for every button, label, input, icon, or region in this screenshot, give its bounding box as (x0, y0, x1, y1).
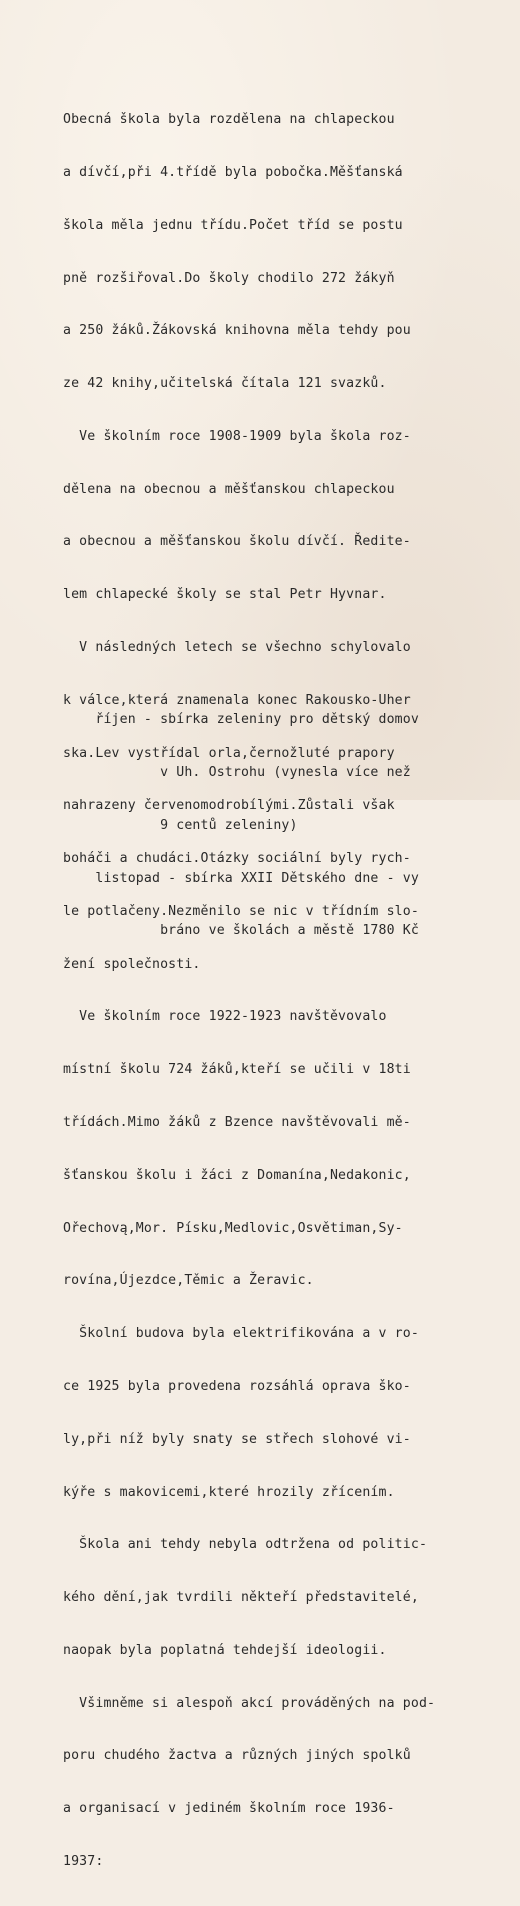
donation-list (63, 676, 513, 975)
text-line: ly,při níž byly snaty se střech slohové vi- (63, 1431, 411, 1447)
list-line: bráno ve školách a městě 1780 Kč (63, 923, 419, 939)
text-line: šťanskou školu i žáci z Domanína,Nedakonic, (63, 1167, 411, 1183)
text-line: poru chudého žactva a různých jiných spolků (63, 1748, 411, 1764)
list-line: v Uh. Ostrohu (vynesla více než (63, 764, 411, 780)
text-line: Obecná škola byla rozdělena na chlapeckou (63, 112, 395, 128)
text-line: pně rozšiřoval.Do školy chodilo 272 žákyň (63, 270, 395, 286)
text-line: naopak byla poplatná tehdejší ideologii. (63, 1642, 387, 1658)
list-line: 9 centů zeleniny) (63, 817, 298, 833)
text-line: Ve školním roce 1908-1909 byla škola roz- (63, 428, 411, 444)
text-line: kého dění,jak tvrdili někteří představitelé, (63, 1590, 419, 1606)
text-line: nahrazeny červenomodrobílými.Zůstali však (63, 798, 395, 814)
text-line: ska.Lev vystřídal orla,černožluté prapory (63, 745, 395, 761)
text-line: žení společnosti. (63, 956, 201, 972)
text-line: 1937: (63, 1853, 104, 1869)
text-line: V následných letech se všechno schylovalo (63, 640, 411, 655)
text-line: třídách.Mimo žáků z Bzence navštěvovali mě- (63, 1115, 411, 1131)
text-line: kýře s makovicemi,které hrozily zřícením. (63, 1484, 395, 1500)
text-line: boháči a chudáci.Otázky sociální byly rych- (63, 851, 411, 867)
body-text (63, 76, 513, 1906)
text-line: Všimněme si alespoň akcí prováděných na pod- (63, 1695, 436, 1711)
text-line: Ve školním roce 1922-1923 navštěvovalo (63, 1009, 387, 1025)
text-line: místní školu 724 žáků,kteří se učili v 18ti (63, 1062, 411, 1078)
text-line: a obecnou a měšťanskou školu dívčí. Ředite- (63, 534, 411, 550)
text-line: a dívčí,při 4.třídě byla pobočka.Měšťanská (63, 164, 403, 180)
text-line: lem chlapecké školy se stal Petr Hyvnar. (63, 587, 387, 603)
text-line: ce 1925 byla provedena rozsáhlá oprava ško- (63, 1378, 411, 1394)
text-line: le potlačeny.Nezměnilo se nic v třídním slo- (63, 903, 419, 919)
text-line: Ořechovą,Mor. Písku,Medlovic,Osvětiman,Sy- (63, 1220, 403, 1236)
list-line: listopad - sbírka XXII Dětského dne - vy (63, 870, 419, 886)
text-line: Škola ani tehdy nebyla odtržena od politic- (63, 1537, 428, 1553)
list-line: říjen - sbírka zeleniny pro dětský domov (63, 712, 419, 728)
text-line: dělena na obecnou a měšťanskou chlapeckou (63, 481, 395, 497)
text-line: ze 42 knihy,učitelská čítala 121 svazků. (63, 376, 387, 392)
text-line: rovína,Újezdce,Těmic a Žeravic. (63, 1273, 314, 1289)
text-line: a 250 žáků.Žákovská knihovna měla tehdy pou (63, 323, 411, 339)
text-line: Školní budova byla elektrifikována a v ro- (63, 1326, 419, 1342)
text-line: k válce,která znamenala konec Rakousko-Uher (63, 692, 411, 708)
text-line: a organisací v jediném školním roce 1936- (63, 1801, 395, 1817)
text-line: škola měla jednu třídu.Počet tříd se postu (63, 217, 403, 233)
